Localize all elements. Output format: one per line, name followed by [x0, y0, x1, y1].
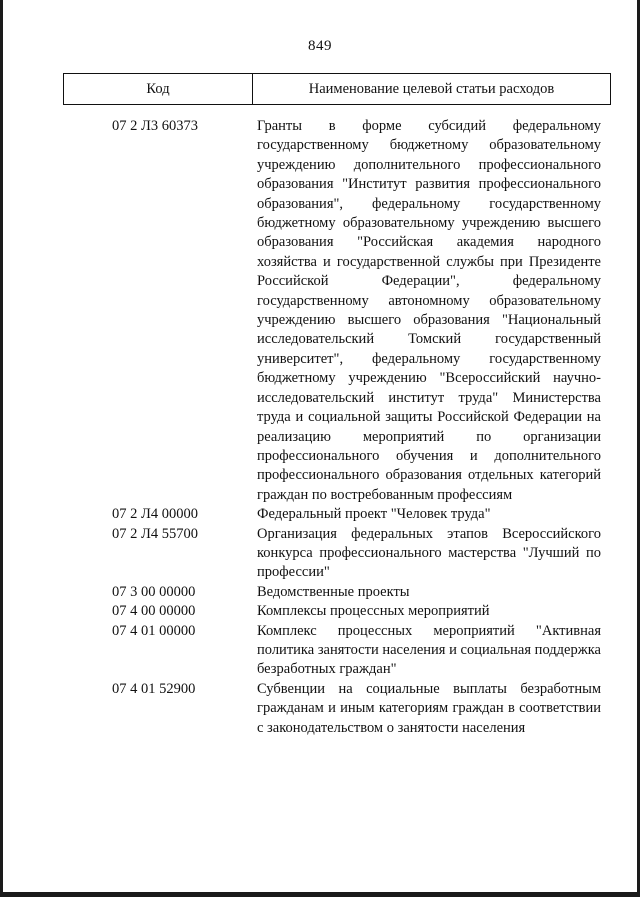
- table-row: [63, 583, 611, 602]
- header-code: Код: [64, 74, 253, 104]
- expense-items-list: [63, 117, 611, 738]
- table-row: [63, 525, 611, 583]
- row-name: Гранты в форме субсидий федеральному государственному бюджетному образовательному учреждению дополнительного профессионального образования "Институт развития профессионального образования", федеральному государственному бюджетному образовательному учреждению высшего образования "Российская академия народного хозяйства и государственной службы при Президенте Российской Федерации", федеральному государственному автономному образовательному учреждению высшего образования "Национальный исследовательский Томский государственный университет", федеральному государственному бюджетному учреждению "Всероссийский научно-исследовательский институт труда" Министерства труда и социальной защиты Российской Федерации на реализацию мероприятий по организации профессионального обучения и дополнительного профессионального образования отдельных категорий граждан по востребованным профессиям: [257, 118, 601, 503]
- row-code: 07 2 Л3 60373: [112, 118, 198, 134]
- scan-border-left: [0, 0, 3, 897]
- row-name: Ведомственные проекты: [257, 583, 410, 600]
- row-name: Федеральный проект "Человек труда": [257, 506, 491, 523]
- row-code: 07 4 01 52900: [112, 680, 196, 697]
- scan-border-bottom: [0, 892, 640, 897]
- row-name: Комплексы процессных мероприятий: [257, 603, 490, 620]
- row-name: Организация федеральных этапов Всероссийского конкурса профессионального мастерства "Лучший по профессии": [257, 525, 601, 581]
- row-code: 07 3 00 00000: [112, 583, 196, 600]
- table-row: [63, 505, 611, 524]
- row-code: 07 4 01 00000: [112, 622, 196, 639]
- table-row: [63, 680, 611, 738]
- header-name: Наименование целевой статьи расходов: [308, 80, 555, 97]
- table-row: [63, 117, 611, 505]
- table-header: [63, 73, 611, 105]
- row-code: 07 2 Л4 55700: [112, 525, 198, 542]
- row-code: 07 4 00 00000: [112, 603, 196, 620]
- row-name: Комплекс процессных мероприятий "Активная политика занятости населения и социальная поддержка безработных граждан": [257, 622, 601, 678]
- row-name: Субвенции на социальные выплаты безработным гражданам и иным категориям граждан в соответствии с законодательством о занятости населения: [257, 680, 601, 736]
- table-row: [63, 602, 611, 621]
- table-row: [63, 622, 611, 680]
- row-code: 07 2 Л4 00000: [112, 506, 198, 523]
- page-number: 849: [308, 38, 332, 54]
